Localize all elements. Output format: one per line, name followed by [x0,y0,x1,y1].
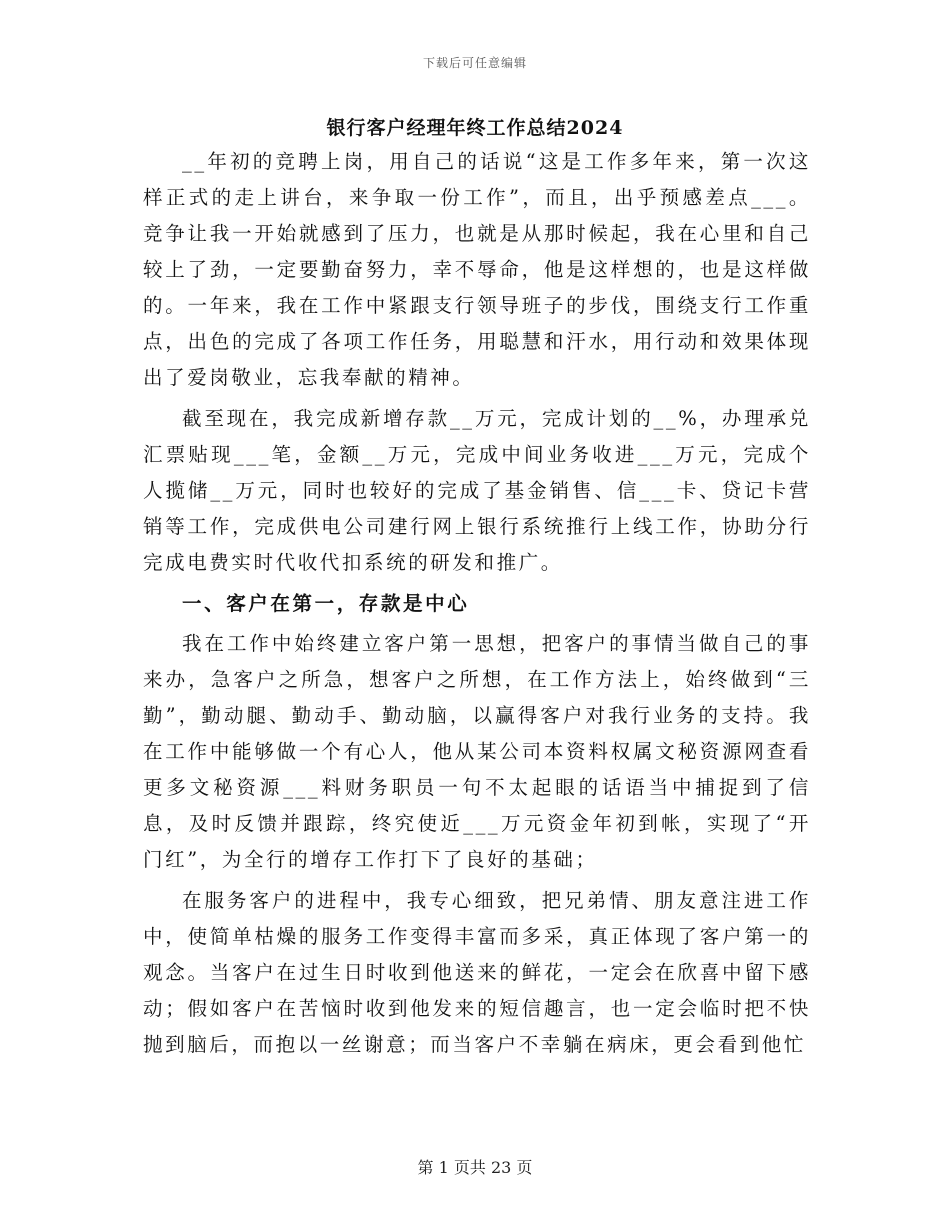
page-number-footer: 第 1 页共 23 页 [417,1158,533,1177]
document-body [143,144,811,1068]
document-title: 银行客户经理年终工作总结2024 [326,117,624,139]
body-paragraph: __年初的竞聘上岗，用自己的话说“这是工作多年来，第一次这样正式的走上讲台，来争取一份工作”，而且，出乎预感差点___。竞争让我一开始就感到了压力，也就是从那时候起，我在心里和自己较上了劲，一定要勤奋努力，幸不辱命，他是这样想的，也是这样做的。一年来，我在工作中紧跟支行领导班子的步伐，围绕支行工作重点，出色的完成了各项工作任务，用聪慧和汗水，用行动和效果体现出了爱岗敬业，忘我奉献的精神。 [143,150,811,389]
body-paragraph: 截至现在，我完成新增存款__万元，完成计划的__%，办理承兑汇票贴现___笔，金额__万元，完成中间业务收进___万元，完成个人揽储__万元，同时也较好的完成了基金销售、信___卡、贷记卡营销等工作，完成供电公司建行网上银行系统推行上线工作，协助分行完成电费实时代收代扣系统的研发和推广。 [143,407,811,574]
header-note: 下载后可任意编辑 [422,56,527,70]
section-heading: 一、客户在第一，存款是中心 [182,592,470,615]
body-paragraph: 在服务客户的进程中，我专心细致，把兄弟情、朋友意注进工作中，使简单枯燥的服务工作变得丰富而多采，真正体现了客户第一的观念。当客户在过生日时收到他送来的鲜花，一定会在欣喜中留下感动；假如客户在苦恼时收到他发来的短信趣言，也一定会临时把不快抛到脑后，而抱以一丝谢意；而当客户不幸躺在病床，更会看到他忙 [143,889,811,1056]
body-paragraph: 我在工作中始终建立客户第一思想，把客户的事情当做自己的事来办，急客户之所急，想客户之所想，在工作方法上，始终做到“三勤”，勤动腿、勤动手、勤动脑，以赢得客户对我行业务的支持。我在工作中能够做一个有心人，他从某公司本资料权属文秘资源网查看更多文秘资源___料财务职员一句不太起眼的话语当中捕捉到了信息，及时反馈并跟踪，终究使近___万元资金年初到帐，实现了“开门红”，为全行的增存工作打下了良好的基础； [143,632,811,871]
